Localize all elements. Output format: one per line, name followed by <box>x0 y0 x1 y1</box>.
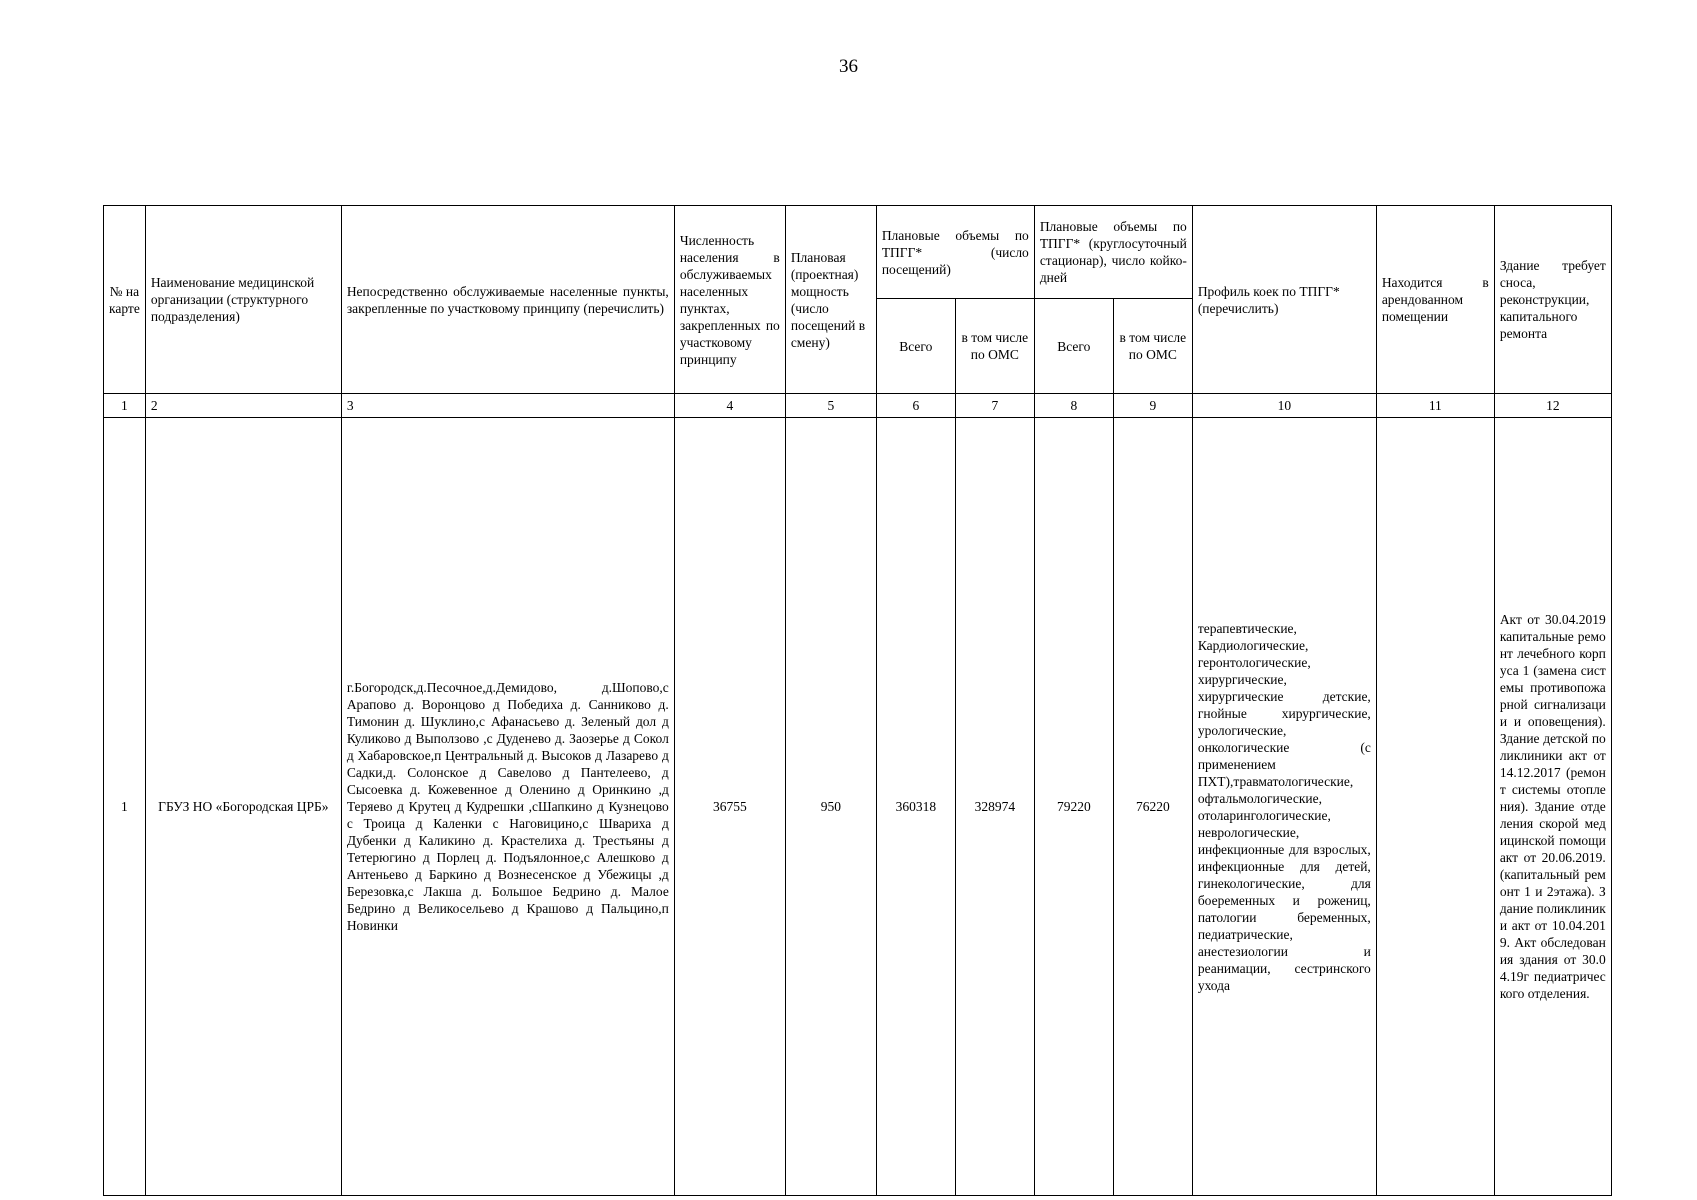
facilities-table <box>103 205 1612 1196</box>
header-visits-total: Всего <box>876 299 955 394</box>
column-number: 4 <box>674 394 785 418</box>
row-building: Акт от 30.04.2019 капитальные ремонт лечебного корпуса 1 (замена системы противопожарной сигнализации и оповещения). Здание детской поликлиники акт от 14.12.2017 (ремонт системы отопления). Здание отделения скорой медицинской помощи акт от 20.06.2019.(капитальный ремонт 1 и 2этажа). Здание поликлиники акт от 10.04.2019. Акт обследования здания от 30.04.19г педиатрического отделения. <box>1494 418 1611 1196</box>
header-bed-profile: Профиль коек по ТПГГ* (перечислить) <box>1192 206 1376 394</box>
column-number: 3 <box>341 394 674 418</box>
header-visits-group: Плановые объемы по ТПГГ* (число посещений) <box>876 206 1034 299</box>
column-numbers-row <box>104 394 1612 418</box>
header-settlements: Непосредственно обслуживаемые населенные пункты, закрепленные по участковому принципу (перечислить) <box>341 206 674 394</box>
header-building: Здание требует сноса, реконструкции, капитального ремонта <box>1494 206 1611 394</box>
header-map-number: № на карте <box>104 206 146 394</box>
row-beddays-total: 79220 <box>1034 418 1113 1196</box>
column-number: 10 <box>1192 394 1376 418</box>
column-number: 11 <box>1376 394 1494 418</box>
row-beddays-oms: 76220 <box>1113 418 1192 1196</box>
header-capacity: Плановая (проектная) мощность (число посещений в смену) <box>785 206 876 394</box>
row-bed-profile: терапевтические, Кардиологические, геронтологические, хирургические, хирургические детские, гнойные хирургические, урологические, онкологические (с применением ПХТ),травматологические, офтальмологические, отоларингологические, неврологические, инфекционные для взрослых, инфекционные для детей, гинекологические, для боеременных и рожениц, патологии беременных, педиатрические, анестезиологии и реанимации, сестринского ухода <box>1192 418 1376 1196</box>
column-number: 8 <box>1034 394 1113 418</box>
column-number: 6 <box>876 394 955 418</box>
column-number: 1 <box>104 394 146 418</box>
header-visits-oms: в том числе по ОМС <box>955 299 1034 394</box>
column-number: 5 <box>785 394 876 418</box>
row-capacity: 950 <box>785 418 876 1196</box>
row-visits-oms: 328974 <box>955 418 1034 1196</box>
row-population: 36755 <box>674 418 785 1196</box>
header-beddays-oms: в том числе по ОМС <box>1113 299 1192 394</box>
column-number: 9 <box>1113 394 1192 418</box>
column-number: 12 <box>1494 394 1611 418</box>
row-visits-total: 360318 <box>876 418 955 1196</box>
header-population: Численность населения в обслуживаемых населенных пунктах, закрепленных по участковому принципу <box>674 206 785 394</box>
column-number: 7 <box>955 394 1034 418</box>
column-number: 2 <box>145 394 341 418</box>
row-rented <box>1376 418 1494 1196</box>
table-row <box>104 418 1612 1196</box>
row-map-number: 1 <box>104 418 146 1196</box>
header-organization: Наименование медицинской организации (структурного подразделения) <box>145 206 341 394</box>
header-beddays-group: Плановые объемы по ТПГГ* (круглосуточный стационар), число койко-дней <box>1034 206 1192 299</box>
header-beddays-total: Всего <box>1034 299 1113 394</box>
row-organization: ГБУЗ НО «Богородская ЦРБ» <box>145 418 341 1196</box>
row-settlements: г.Богородск,д.Песочное,д.Демидово, д.Шопово,с Арапово д. Воронцово д Победиха д. Санниково д. Тимонин д. Шуклино,с Афанасьево д. Зеленый дол д Куликово д Выползово ,с Дуденево д. Заозерье д Сокол д Хабаровское,п Центральный д. Высоков д Лазарево д Садки,д. Солонское д Савелово д Пантелеево, д Сысоевка д. Кожевенное д Оленино д Оринкино ,д Теряево д Крутец д Кудрешки ,сШапкино д Кузнецово с Троица д Каленки с Наговицино,с Швариха д Дубенки д Каликино д. Крастелиха д. Трестьяны д Тетерюгино д Порлец д. Подъялонное,с Алешково д Антеньево д Баркино д Вознесенское д Убежицы ,д Березовка,с Лакша д. Большое Бедрино д. Малое Бедрино д Великосельево д Крашово д Пальцино,п Новинки <box>341 418 674 1196</box>
header-rented: Находится в арендованном помещении <box>1376 206 1494 394</box>
header-row-1 <box>104 206 1612 299</box>
page-number: 36 <box>839 56 858 77</box>
